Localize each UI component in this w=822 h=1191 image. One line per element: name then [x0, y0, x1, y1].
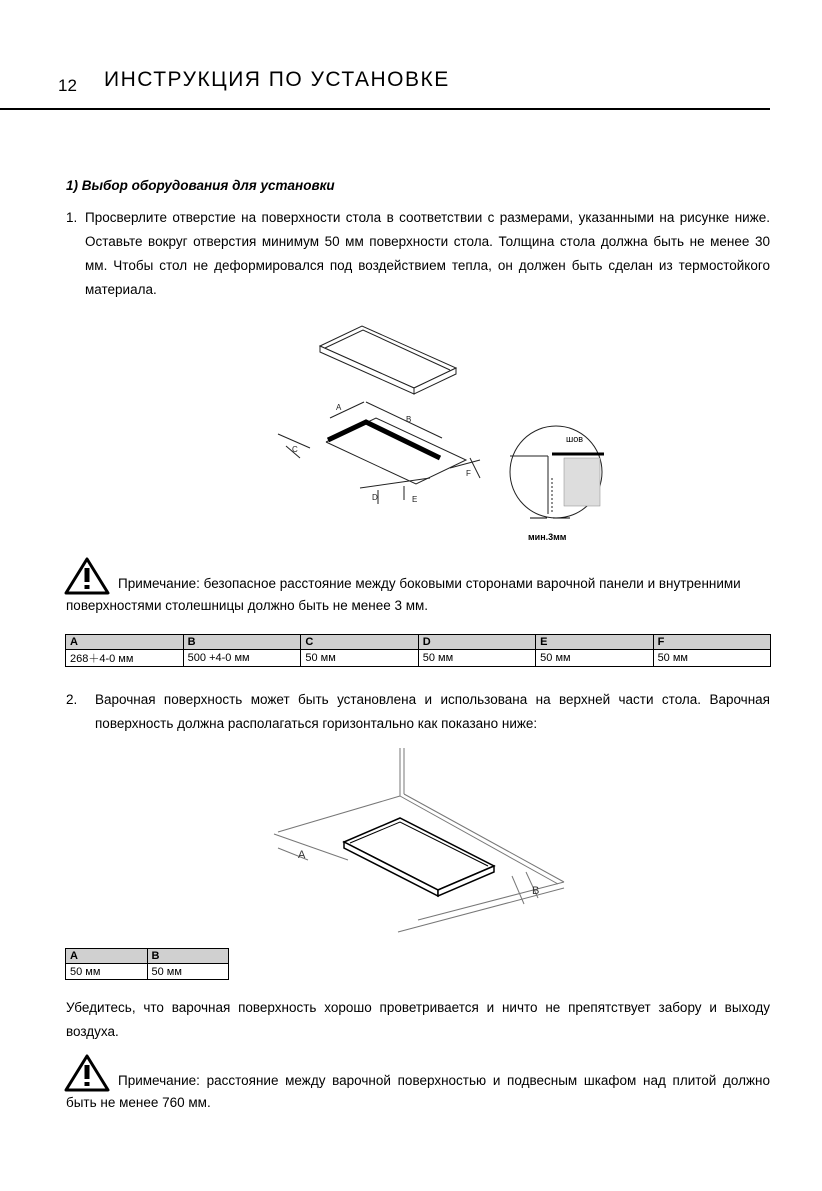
seam-label: шов	[566, 434, 584, 444]
table-cell: 268＋4-0 мм	[66, 650, 184, 667]
table-cell: 500 +4-0 мм	[183, 650, 301, 667]
cutout-dimensions-figure	[270, 318, 620, 548]
header-divider	[0, 108, 770, 110]
note-2-text: Примечание: расстояние между варочной поверхностью и подвесным шкафом над плитой должно быть не менее 760 мм.	[66, 1073, 770, 1110]
step-1-text: Просверлите отверстие на поверхности стола в соответствии с размерами, указанными на рисунке ниже. Оставьте вокруг отверстия минимум 50 мм поверхности стола. Толщина стола должна быть не менее 30 мм. Чтобы стол не деформировался под воздействием тепла, он должен быть сделан из термостойкого материала.	[85, 210, 770, 297]
fig1-label-b: B	[406, 415, 412, 424]
table-cell: 50 мм	[418, 650, 535, 667]
table-header: B	[183, 635, 301, 650]
min-gap-label: мин.3мм	[528, 532, 567, 542]
fig2-label-a: A	[298, 849, 306, 861]
cutout-dimensions-table	[65, 634, 771, 667]
fig1-label-d: D	[372, 493, 378, 502]
fig2-label-b: B	[532, 885, 540, 897]
note-1-text: Примечание: безопасное расстояние между боковыми сторонами варочной панели и внутренними поверхностями столешницы должно быть не менее 3 мм.	[66, 576, 741, 613]
page-title: ИНСТРУКЦИЯ ПО УСТАНОВКЕ	[104, 68, 450, 91]
section-title: 1) Выбор оборудования для установки	[66, 178, 335, 193]
fig1-label-e: E	[412, 495, 418, 504]
note-2	[66, 1070, 770, 1114]
table-header-row	[66, 635, 771, 650]
table-cell: 50 мм	[536, 650, 653, 667]
fig1-label-c: C	[292, 445, 298, 454]
step-1-number: 1.	[66, 210, 78, 225]
note-1	[66, 573, 770, 617]
page-number: 12	[58, 76, 77, 95]
table-row	[66, 964, 229, 980]
step-2-text: Варочная поверхность может быть установлена и использована на верхней части стола. Варочная поверхность должна располагаться горизонтально как показано ниже:	[95, 692, 770, 731]
fig1-label-f: F	[466, 469, 471, 478]
table-cell: 50 мм	[147, 964, 229, 980]
page-header	[0, 62, 822, 112]
table-cell: 50 мм	[653, 650, 770, 667]
step-1-paragraph	[66, 206, 770, 302]
table-header: D	[418, 635, 535, 650]
table-header: C	[301, 635, 418, 650]
table-header: A	[66, 949, 148, 964]
ventilation-paragraph: Убедитесь, что варочная поверхность хорошо проветривается и ничто не препятствует забору и выходу воздуха.	[66, 1000, 770, 1039]
step-2-paragraph	[66, 688, 770, 736]
table-header: E	[536, 635, 653, 650]
table-header-row	[66, 949, 229, 964]
table-row	[66, 650, 771, 667]
step-2-number: 2.	[66, 692, 78, 707]
table-cell: 50 мм	[66, 964, 148, 980]
table-header: A	[66, 635, 184, 650]
clearance-table	[65, 948, 229, 980]
countertop-placement-figure	[268, 748, 568, 938]
table-cell: 50 мм	[301, 650, 418, 667]
table-header: B	[147, 949, 229, 964]
fig1-label-a: A	[336, 403, 342, 412]
seam-detail-callout	[510, 426, 604, 542]
table-header: F	[653, 635, 770, 650]
